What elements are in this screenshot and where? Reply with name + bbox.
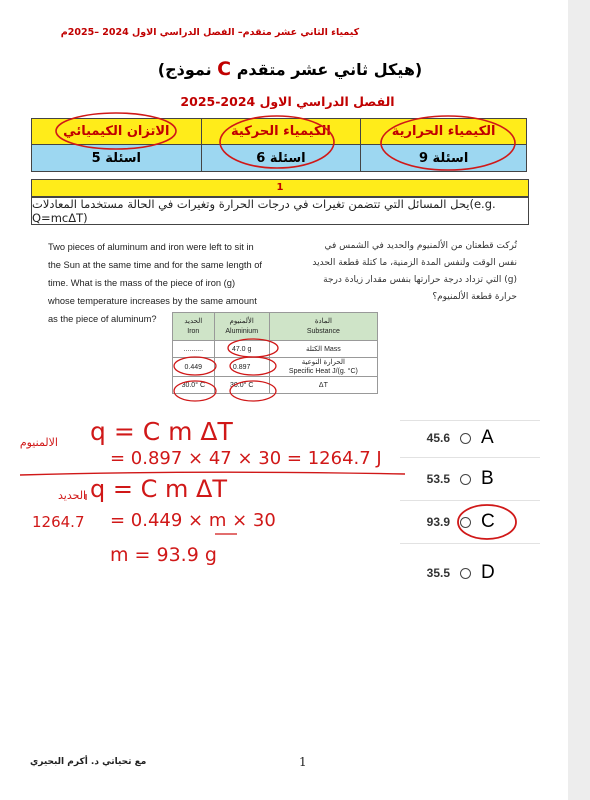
option-value: 53.5 xyxy=(426,472,450,486)
iron-delta-t: 30.0° C xyxy=(173,377,215,394)
hw-line-4: = 0.449 × m × 30 xyxy=(110,510,276,531)
author-signature: مع تحياتي د. أكرم البحيري xyxy=(30,757,147,767)
hw-line-5: m = 93.9 g xyxy=(110,544,217,566)
iron-mass: .......... xyxy=(173,341,215,358)
option-c[interactable] xyxy=(400,505,540,539)
title-suffix: هيكل ثاني عشر متقدم xyxy=(236,60,415,79)
question-text-en: Two pieces of aluminum and iron were left to sit in the Sun at the same time and for the same length of time. What is the mass of the piece of iron (g) whose temperature increases by the same amount as the piece of aluminum? xyxy=(48,242,262,324)
aluminium-delta-t: 30.0° C xyxy=(214,377,269,394)
radio-icon[interactable] xyxy=(460,517,471,528)
option-letter: B xyxy=(481,468,494,489)
question-number: 1 xyxy=(31,179,529,197)
option-value: 93.9 xyxy=(426,515,450,529)
option-value: 35.5 xyxy=(426,566,450,580)
header-aluminium: الألمنيوم Aluminium xyxy=(214,313,269,341)
header-substance: المادة Substance xyxy=(269,313,377,341)
hw-line-1: q = C m ΔT xyxy=(90,417,233,446)
title-model-letter: C xyxy=(217,58,232,80)
topic-name: الاتزان الكيميائي xyxy=(32,119,202,145)
semester-label: الفصل الدراسي الاول 2024-2025 xyxy=(180,94,395,109)
data-table xyxy=(172,312,378,394)
topic-name: الكيمياء الحركية xyxy=(201,119,361,145)
question-text-ar: تُركت قطعتان من الألمنيوم والحديد في الشمس في نفس الوقت ولنفس المدة الزمنية، ما كتلة قطعة الحديد (g) التي تزداد درجة حرارتها بنفس مقدار زيادة درجة حرارة قطعة الألمنيوم؟ xyxy=(312,241,517,302)
option-d[interactable] xyxy=(400,556,540,590)
topic-count: 5 اسئلة xyxy=(32,145,202,172)
topic-count: 9 اسئلة xyxy=(361,145,527,172)
hw-label-aluminium: الالمنيوم xyxy=(19,436,58,449)
radio-icon[interactable] xyxy=(460,474,471,485)
page-footer xyxy=(25,757,545,771)
hw-line-2: = 0.897 × 47 × 30 = 1264.7 J xyxy=(110,448,382,469)
hw-margin-value: 1264.7 xyxy=(32,513,85,531)
row-label: الحرارة النوعية Specific Heat J/(g. °C) xyxy=(269,358,377,377)
option-a[interactable] xyxy=(400,421,540,455)
radio-icon[interactable] xyxy=(460,568,471,579)
topic-count: 6 اسئلة xyxy=(201,145,361,172)
title-prefix: نموذج xyxy=(165,60,212,79)
topic-name: الكيمياء الحرارية xyxy=(361,119,527,145)
table-row xyxy=(173,377,378,394)
page-number: 1 xyxy=(299,755,307,769)
hw-line-3: q = C m ΔT xyxy=(90,475,228,503)
option-letter: C xyxy=(481,511,495,532)
header-iron: الحديد Iron xyxy=(173,313,215,341)
row-label: ΔT xyxy=(269,377,377,394)
option-value: 45.6 xyxy=(426,431,450,445)
aluminium-specific-heat: 0.897 xyxy=(214,358,269,377)
iron-specific-heat: 0.449 xyxy=(173,358,215,377)
option-letter: A xyxy=(481,427,494,448)
pen-stroke xyxy=(20,472,405,475)
topics-table xyxy=(31,118,527,172)
row-label: الكتلة Mass xyxy=(269,341,377,358)
page-header: كيمياء الثاني عشر متقدم– الفصل الدراسي الاول 2024 –2025م xyxy=(60,27,360,38)
radio-icon[interactable] xyxy=(460,433,471,444)
table-row xyxy=(173,358,378,377)
option-b[interactable] xyxy=(400,462,540,496)
option-letter: D xyxy=(481,562,495,583)
learning-objective: يحل المسائل التي تتضمن تغيرات في درجات الحرارة وتغيرات في الحالة مستخدما المعادلات(e.g. Q=mcΔT) xyxy=(31,197,529,225)
aluminium-mass: 47.0 g xyxy=(214,341,269,358)
hw-label-iron: الحديد xyxy=(58,489,87,502)
table-row xyxy=(173,341,378,358)
page-title: (نموذج C هيكل ثاني عشر متقدم) xyxy=(157,58,423,80)
viewer-margin xyxy=(568,0,590,800)
